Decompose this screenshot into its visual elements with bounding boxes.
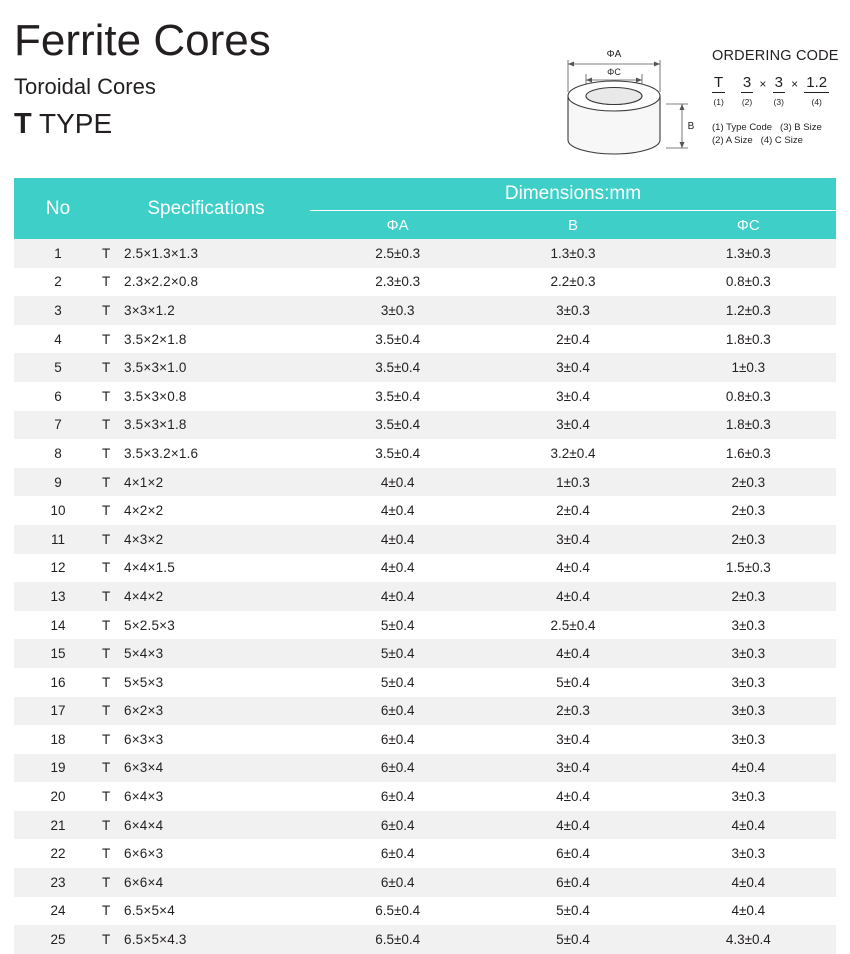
drawing-label-b: B xyxy=(687,121,695,132)
cell-dim-phi-a: 4±0.4 xyxy=(310,496,485,525)
cell-dim-phi-a: 2.5±0.3 xyxy=(310,239,485,268)
page-subtitle: Toroidal Cores xyxy=(14,74,156,99)
cell-specification-value: 3×3×1.2 xyxy=(124,302,175,318)
title-block xyxy=(14,16,271,141)
cell-specification xyxy=(102,611,310,640)
cell-no: 14 xyxy=(14,611,102,640)
table-row xyxy=(14,868,836,897)
cell-dim-phi-a: 5±0.4 xyxy=(310,611,485,640)
cell-dim-b: 4±0.4 xyxy=(485,639,660,668)
ordering-segment-4-chars: 1.2 xyxy=(806,74,828,91)
cell-dim-b: 3±0.4 xyxy=(485,525,660,554)
cell-dim-phi-c: 0.8±0.3 xyxy=(661,382,836,411)
cell-specification xyxy=(102,525,310,554)
cell-no: 8 xyxy=(14,439,102,468)
cell-type-prefix: T xyxy=(102,274,111,290)
cell-specification xyxy=(102,325,310,354)
cell-dim-phi-c: 2±0.3 xyxy=(661,468,836,497)
cell-dim-phi-c: 1.3±0.3 xyxy=(661,239,836,268)
cell-type-prefix: T xyxy=(102,760,111,776)
cell-type-prefix: T xyxy=(102,846,111,862)
table-row xyxy=(14,411,836,440)
cell-no: 4 xyxy=(14,325,102,354)
table-row xyxy=(14,239,836,268)
table-row xyxy=(14,782,836,811)
cell-type-prefix: T xyxy=(102,903,111,919)
cell-specification-value: 6×6×4 xyxy=(124,874,164,890)
ordering-segment-2-num: (2) xyxy=(741,97,753,107)
cell-dim-phi-c: 1.2±0.3 xyxy=(661,296,836,325)
cell-type-prefix: T xyxy=(102,331,111,347)
cell-dim-b: 2.5±0.4 xyxy=(485,611,660,640)
cell-specification xyxy=(102,496,310,525)
cell-type-prefix: T xyxy=(102,932,111,948)
cell-dim-phi-c: 4±0.4 xyxy=(661,897,836,926)
cell-type-prefix: T xyxy=(102,703,111,719)
cell-specification-value: 3.5×3.2×1.6 xyxy=(124,445,199,461)
ordering-legend-row-2 xyxy=(712,134,844,147)
cell-dim-phi-a: 6±0.4 xyxy=(310,725,485,754)
cell-type-prefix: T xyxy=(102,617,111,633)
cell-specification xyxy=(102,839,310,868)
table-head xyxy=(14,178,836,239)
cell-specification xyxy=(102,754,310,783)
cell-type-prefix: T xyxy=(102,560,111,576)
cell-dim-b: 2±0.3 xyxy=(485,697,660,726)
cell-dim-b: 4±0.4 xyxy=(485,554,660,583)
table-row xyxy=(14,496,836,525)
ordering-segment-1 xyxy=(712,74,725,111)
drawing-label-phi-c: ΦC xyxy=(607,67,621,77)
cell-dim-b: 2±0.4 xyxy=(485,325,660,354)
page-title: Ferrite Cores xyxy=(14,16,271,65)
cell-dim-b: 4±0.4 xyxy=(485,782,660,811)
cell-no: 6 xyxy=(14,382,102,411)
cell-specification-value: 4×1×2 xyxy=(124,474,164,490)
cell-specification xyxy=(102,582,310,611)
cell-dim-phi-c: 3±0.3 xyxy=(661,839,836,868)
cell-dim-phi-a: 6±0.4 xyxy=(310,754,485,783)
cell-dim-phi-c: 1.8±0.3 xyxy=(661,325,836,354)
cell-dim-phi-c: 1±0.3 xyxy=(661,353,836,382)
cell-specification-value: 3.5×3×1.8 xyxy=(124,417,187,433)
cell-specification xyxy=(102,268,310,297)
cell-no: 12 xyxy=(14,554,102,583)
cell-specification xyxy=(102,353,310,382)
cell-specification-value: 2.5×1.3×1.3 xyxy=(124,245,199,261)
cell-no: 9 xyxy=(14,468,102,497)
cell-no: 24 xyxy=(14,897,102,926)
table-row xyxy=(14,296,836,325)
cell-dim-phi-a: 6.5±0.4 xyxy=(310,925,485,954)
ordering-segment-1-chars: T xyxy=(714,74,724,91)
cell-specification xyxy=(102,239,310,268)
cell-specification-value: 6×4×4 xyxy=(124,817,164,833)
cell-no: 15 xyxy=(14,639,102,668)
cell-dim-phi-a: 5±0.4 xyxy=(310,668,485,697)
cell-specification xyxy=(102,725,310,754)
cell-specification xyxy=(102,697,310,726)
cell-specification-value: 6.5×5×4.3 xyxy=(124,932,187,948)
cell-dim-b: 3.2±0.4 xyxy=(485,439,660,468)
toroid-drawing xyxy=(540,30,700,170)
cell-dim-b: 5±0.4 xyxy=(485,897,660,926)
header-dimensions: Dimensions:mm xyxy=(310,178,836,211)
cell-specification xyxy=(102,296,310,325)
ordering-legend-1-right: (3) B Size xyxy=(780,122,822,133)
cell-dim-b: 3±0.4 xyxy=(485,382,660,411)
ordering-code-title: ORDERING CODE xyxy=(712,48,839,64)
cell-specification-value: 2.3×2.2×0.8 xyxy=(124,274,199,290)
cell-dim-b: 4±0.4 xyxy=(485,811,660,840)
cell-dim-b: 3±0.4 xyxy=(485,725,660,754)
cell-dim-phi-c: 2±0.3 xyxy=(661,525,836,554)
cell-no: 23 xyxy=(14,868,102,897)
cell-dim-phi-c: 3±0.3 xyxy=(661,782,836,811)
cell-dim-phi-a: 4±0.4 xyxy=(310,582,485,611)
cell-dim-phi-a: 6±0.4 xyxy=(310,782,485,811)
cell-no: 11 xyxy=(14,525,102,554)
cell-dim-phi-c: 1.8±0.3 xyxy=(661,411,836,440)
cell-no: 1 xyxy=(14,239,102,268)
table-row xyxy=(14,811,836,840)
cell-dim-phi-a: 4±0.4 xyxy=(310,468,485,497)
cell-dim-phi-c: 4.3±0.4 xyxy=(661,925,836,954)
cell-no: 18 xyxy=(14,725,102,754)
cell-dim-b: 2±0.4 xyxy=(485,496,660,525)
cell-type-prefix: T xyxy=(102,474,111,490)
cell-dim-b: 3±0.4 xyxy=(485,754,660,783)
cell-dim-b: 3±0.4 xyxy=(485,411,660,440)
table-row xyxy=(14,839,836,868)
cell-no: 7 xyxy=(14,411,102,440)
cell-specification-value: 3.5×2×1.8 xyxy=(124,331,187,347)
ordering-legend-2-right: (4) C Size xyxy=(760,135,803,146)
cell-type-prefix: T xyxy=(102,817,111,833)
cell-dim-phi-a: 4±0.4 xyxy=(310,525,485,554)
cell-dim-phi-c: 2±0.3 xyxy=(661,582,836,611)
cell-type-prefix: T xyxy=(102,588,111,604)
table-row xyxy=(14,754,836,783)
cell-dim-phi-c: 4±0.4 xyxy=(661,754,836,783)
type-label-rest: TYPE xyxy=(31,108,113,139)
cell-dim-b: 6±0.4 xyxy=(485,839,660,868)
cell-type-prefix: T xyxy=(102,302,111,318)
drawing-label-phi-a: ΦA xyxy=(606,49,622,60)
cell-dim-phi-c: 3±0.3 xyxy=(661,725,836,754)
cell-dim-phi-a: 6±0.4 xyxy=(310,697,485,726)
cell-dim-b: 5±0.4 xyxy=(485,668,660,697)
cell-dim-phi-c: 3±0.3 xyxy=(661,668,836,697)
cell-dim-b: 3±0.4 xyxy=(485,353,660,382)
table-row xyxy=(14,468,836,497)
cell-specification-value: 3.5×3×0.8 xyxy=(124,388,187,404)
cell-dim-b: 1.3±0.3 xyxy=(485,239,660,268)
cell-specification-value: 4×4×1.5 xyxy=(124,560,175,576)
cell-specification-value: 5×5×3 xyxy=(124,674,164,690)
cell-specification xyxy=(102,639,310,668)
cell-specification xyxy=(102,868,310,897)
ordering-segment-3-num: (3) xyxy=(773,97,784,107)
cell-no: 25 xyxy=(14,925,102,954)
cell-type-prefix: T xyxy=(102,503,111,519)
cell-dim-phi-a: 3±0.3 xyxy=(310,296,485,325)
cell-specification-value: 6×6×3 xyxy=(124,846,164,862)
cell-specification-value: 6×4×3 xyxy=(124,789,164,805)
cell-specification xyxy=(102,897,310,926)
cell-specification xyxy=(102,382,310,411)
cell-dim-phi-c: 3±0.3 xyxy=(661,639,836,668)
cell-specification-value: 5×4×3 xyxy=(124,646,164,662)
cell-no: 3 xyxy=(14,296,102,325)
cell-specification-value: 6.5×5×4 xyxy=(124,903,175,919)
cell-dim-phi-a: 5±0.4 xyxy=(310,639,485,668)
cell-specification-value: 4×4×2 xyxy=(124,588,164,604)
cell-specification xyxy=(102,468,310,497)
cell-type-prefix: T xyxy=(102,674,111,690)
header-no: No xyxy=(14,178,102,239)
cell-dim-phi-a: 3.5±0.4 xyxy=(310,353,485,382)
header-phi-c: ΦC xyxy=(661,211,836,240)
cell-no: 17 xyxy=(14,697,102,726)
table-row xyxy=(14,639,836,668)
ordering-code-sample xyxy=(712,74,844,111)
cell-dim-phi-a: 3.5±0.4 xyxy=(310,411,485,440)
table-row xyxy=(14,325,836,354)
cell-no: 16 xyxy=(14,668,102,697)
cell-dim-b: 5±0.4 xyxy=(485,925,660,954)
ordering-legend-1-left: (1) Type Code xyxy=(712,122,773,133)
table-row xyxy=(14,668,836,697)
ordering-legend-2-left: (2) A Size xyxy=(712,135,753,146)
table-row xyxy=(14,697,836,726)
ordering-segment-3 xyxy=(773,74,785,111)
cell-dim-b: 6±0.4 xyxy=(485,868,660,897)
ordering-segment-4-num: (4) xyxy=(811,97,822,107)
cell-type-prefix: T xyxy=(102,360,111,376)
cell-specification xyxy=(102,554,310,583)
cell-type-prefix: T xyxy=(102,874,111,890)
cell-no: 5 xyxy=(14,353,102,382)
table-row xyxy=(14,353,836,382)
cell-dim-b: 1±0.3 xyxy=(485,468,660,497)
ordering-segment-2-chars: 3 xyxy=(742,74,752,91)
cell-no: 2 xyxy=(14,268,102,297)
cell-dim-phi-a: 6±0.4 xyxy=(310,811,485,840)
cell-specification-value: 3.5×3×1.0 xyxy=(124,360,187,376)
table-row xyxy=(14,382,836,411)
ordering-legend xyxy=(712,121,844,147)
cell-type-prefix: T xyxy=(102,731,111,747)
type-label-bold: T xyxy=(14,108,32,140)
cell-dim-phi-a: 3.5±0.4 xyxy=(310,382,485,411)
cell-type-prefix: T xyxy=(102,445,111,461)
table-row xyxy=(14,554,836,583)
type-label xyxy=(14,107,271,141)
cell-dim-b: 2.2±0.3 xyxy=(485,268,660,297)
toroid-drawing-svg xyxy=(540,30,700,170)
cell-no: 20 xyxy=(14,782,102,811)
cell-specification-value: 6×3×3 xyxy=(124,731,164,747)
cell-dim-phi-a: 6±0.4 xyxy=(310,839,485,868)
table-row xyxy=(14,582,836,611)
header-phi-a: ΦA xyxy=(310,211,485,240)
specifications-table xyxy=(14,178,836,954)
table-row xyxy=(14,925,836,954)
table-row xyxy=(14,525,836,554)
cell-dim-phi-c: 1.6±0.3 xyxy=(661,439,836,468)
cell-specification xyxy=(102,439,310,468)
ordering-legend-row-1 xyxy=(712,121,844,134)
cell-dim-phi-c: 1.5±0.3 xyxy=(661,554,836,583)
cell-specification xyxy=(102,811,310,840)
cell-dim-phi-a: 3.5±0.4 xyxy=(310,439,485,468)
cell-no: 13 xyxy=(14,582,102,611)
cell-specification-value: 6×2×3 xyxy=(124,703,164,719)
cell-dim-phi-c: 4±0.4 xyxy=(661,868,836,897)
cell-no: 19 xyxy=(14,754,102,783)
table-row xyxy=(14,897,836,926)
page-header xyxy=(0,0,850,178)
ordering-separator-1 xyxy=(729,74,736,93)
ordering-separator-3: × xyxy=(791,77,799,91)
cell-type-prefix: T xyxy=(102,388,111,404)
cell-dim-phi-a: 6.5±0.4 xyxy=(310,897,485,926)
cell-dim-phi-c: 0.8±0.3 xyxy=(661,268,836,297)
cell-dim-phi-c: 2±0.3 xyxy=(661,496,836,525)
ordering-code-block xyxy=(712,48,844,147)
cell-specification xyxy=(102,411,310,440)
cell-specification-value: 5×2.5×3 xyxy=(124,617,175,633)
ordering-segment-1-num: (1) xyxy=(713,97,724,107)
cell-no: 21 xyxy=(14,811,102,840)
cell-type-prefix: T xyxy=(102,646,111,662)
header-b: B xyxy=(485,211,660,240)
table-row xyxy=(14,611,836,640)
ordering-segment-3-chars: 3 xyxy=(774,74,783,91)
cell-type-prefix: T xyxy=(102,789,111,805)
cell-dim-phi-c: 3±0.3 xyxy=(661,611,836,640)
cell-specification-value: 4×3×2 xyxy=(124,531,164,547)
cell-type-prefix: T xyxy=(102,245,111,261)
cell-dim-phi-c: 4±0.4 xyxy=(661,811,836,840)
cell-dim-phi-c: 3±0.3 xyxy=(661,697,836,726)
cell-dim-b: 3±0.3 xyxy=(485,296,660,325)
table-row xyxy=(14,439,836,468)
table-body xyxy=(14,239,836,954)
ordering-segment-4 xyxy=(804,74,829,111)
cell-specification xyxy=(102,782,310,811)
table-row xyxy=(14,725,836,754)
cell-type-prefix: T xyxy=(102,417,111,433)
cell-no: 10 xyxy=(14,496,102,525)
cell-specification xyxy=(102,925,310,954)
cell-dim-b: 4±0.4 xyxy=(485,582,660,611)
ordering-separator-2: × xyxy=(759,77,767,91)
table-head-row-1 xyxy=(14,178,836,211)
ordering-segment-2 xyxy=(741,74,753,111)
cell-dim-phi-a: 6±0.4 xyxy=(310,868,485,897)
cell-specification xyxy=(102,668,310,697)
cell-dim-phi-a: 2.3±0.3 xyxy=(310,268,485,297)
header-specifications: Specifications xyxy=(102,178,310,239)
cell-specification-value: 4×2×2 xyxy=(124,503,164,519)
cell-dim-phi-a: 3.5±0.4 xyxy=(310,325,485,354)
cell-specification-value: 6×3×4 xyxy=(124,760,164,776)
table-row xyxy=(14,268,836,297)
cell-no: 22 xyxy=(14,839,102,868)
cell-type-prefix: T xyxy=(102,531,111,547)
cell-dim-phi-a: 4±0.4 xyxy=(310,554,485,583)
